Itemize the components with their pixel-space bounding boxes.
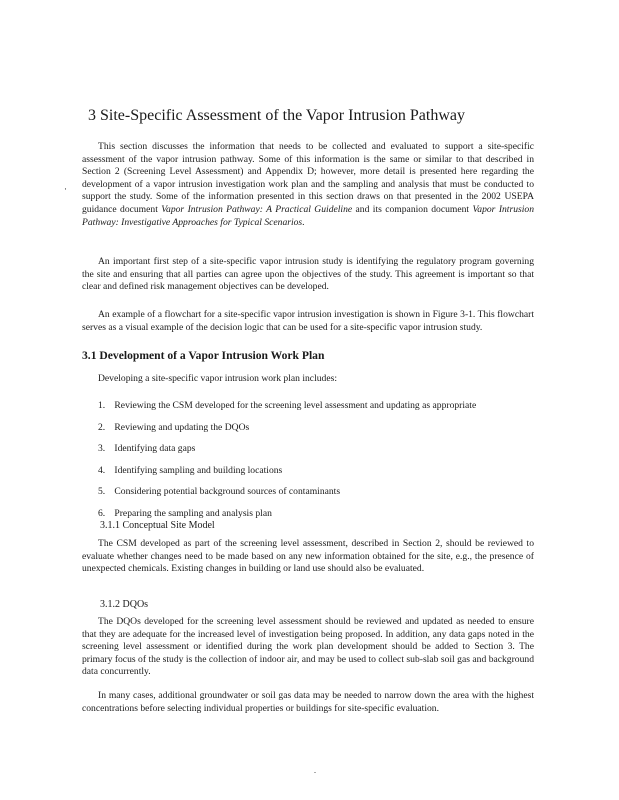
margin-mark: · <box>64 184 67 194</box>
intro-paragraph-2: An important first step of a site-specific vapor intrusion study is identifying the regulatory program governing the site and ensuring that all parties can agree upon the objectives of the study. This agreement is important so that clear and defined risk management objectives can be developed. <box>82 256 534 293</box>
list-item: 1. Reviewing the CSM developed for the screening level assessment and updating as appropriate <box>98 400 477 411</box>
dqo-paragraph-2: In many cases, additional groundwater or soil gas data may be needed to narrow down the area with the highest concentrations before selecting individual properties or buildings for site-specific evaluation. <box>82 690 534 714</box>
list-item: 2. Reviewing and updating the DQOs <box>98 421 250 433</box>
csm-paragraph: The CSM developed as part of the screening level assessment, described in Section 2, should be reviewed to evaluate whether changes need to be made based on any new information obtained for the site, e.g., the presence of unexpected chemicals. Existing changes in building or land use should also be evaluated. <box>82 538 534 575</box>
footer-mark: . <box>314 766 316 775</box>
dqo-paragraph-1: The DQOs developed for the screening level assessment should be reviewed and updated as needed to ensure that they are adequate for the increased level of investigation being proposed. In addition, any data gaps noted in the screening level assessment or identified during the work plan development should be added to Section 3. The primary focus of the study is the collection of indoor air, and may be used to collect sub-slab soil gas and background data concurrently. <box>82 616 534 678</box>
list-item: 4. Identifying sampling and building locations <box>98 464 283 476</box>
list-item: 6. Preparing the sampling and analysis plan <box>98 507 272 519</box>
dqo-heading: 3.1.2 DQOs <box>100 599 149 610</box>
subsection-lead: Developing a site-specific vapor intrusion work plan includes: <box>98 373 337 384</box>
section-title: 3 Site-Specific Assessment of the Vapor Intrusion Pathway <box>88 107 465 124</box>
intro-paragraph-3: An example of a flowchart for a site-specific vapor intrusion investigation is shown in Figure 3-1. This flowchart serves as a visual example of the decision logic that can be used for a site-specific vapor intrusion study. <box>82 309 534 333</box>
list-item: 3. Identifying data gaps <box>98 443 196 454</box>
list-item: 5. Considering potential background sources of contaminants <box>98 486 341 497</box>
csm-heading: 3.1.1 Conceptual Site Model <box>100 520 215 531</box>
subsection-title: 3.1 Development of a Vapor Intrusion Work Plan <box>82 349 325 362</box>
intro-paragraph-1: This section discusses the information that needs to be collected and evaluated to support a site-specific assessment of the vapor intrusion pathway. Some of this information is the same or similar to that described in Section 2 (Screening Level Assessment) and Appendix D; however, more detail is presented here regarding the development of a vapor intrusion investigation work plan and the sampling and analysis that must be conducted to support the study. Some of the information presented in this section draws on that presented in the 2002 USEPA guidance document Vapor Intrusion Pathway: A Practical Guideline and its companion document Vapor Intrusion Pathway: Investigative Approaches for Typical Scenarios. <box>82 141 534 228</box>
work-plan-steps-list <box>98 400 548 529</box>
